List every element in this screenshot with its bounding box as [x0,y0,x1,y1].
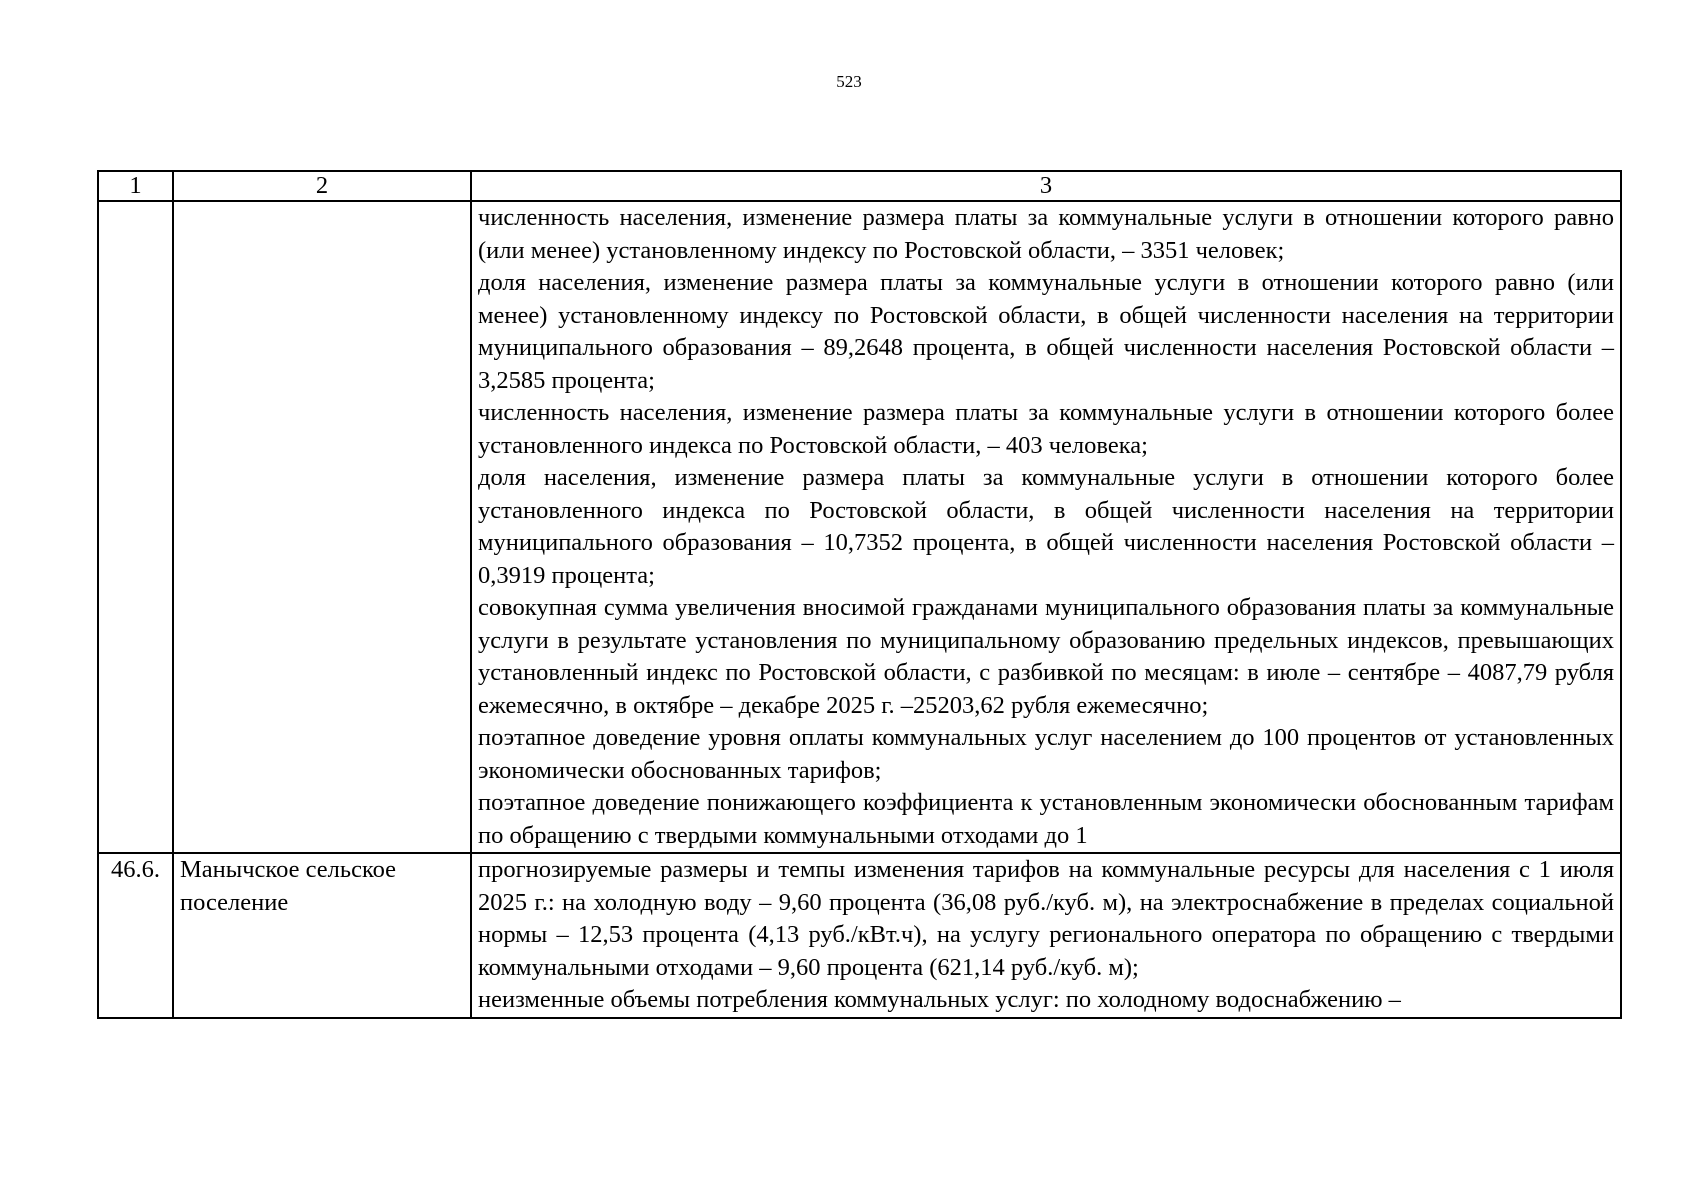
column-header-3: 3 [471,171,1621,201]
data-table [97,170,1622,1019]
municipality-name-cell: Манычское сельское поселение [173,853,471,1018]
indicator-paragraph: численность населения, изменение размера платы за коммунальные услуги в отношении которого равно (или менее) установленному индексу по Ростовской области, – 3351 человек; [478,204,1614,264]
row-number-cell: 46.6. [98,853,173,1018]
indicator-paragraph: доля населения, изменение размера платы за коммунальные услуги в отношении которого равно (или менее) установленному индексу по Ростовской области, в общей численности населения на территории муниципального образования – 89,2648 процента, в общей численности населения Ростовской области – 3,2585 процента; [478,269,1614,394]
row-number-cell [98,201,173,853]
table-row [98,201,1621,853]
municipality-name-cell [173,201,471,853]
indicator-paragraph: поэтапное доведение уровня оплаты коммунальных услуг населением до 100 процентов от установленных экономически обоснованных тарифов; [478,724,1614,784]
table-header-row [98,171,1621,201]
column-header-1: 1 [98,171,173,201]
indicator-paragraph: поэтапное доведение понижающего коэффициента к установленным экономически обоснованным тарифам по обращению с твердыми коммунальными отходами до 1 [478,789,1614,849]
table-row [98,853,1621,1018]
indicator-text-cell [471,201,1621,853]
indicator-paragraph: доля населения, изменение размера платы за коммунальные услуги в отношении которого более установленного индекса по Ростовской области, в общей численности населения на территории муниципального образования – 10,7352 процента, в общей численности населения Ростовской области – 0,3919 процента; [478,464,1614,589]
indicator-paragraph: неизменные объемы потребления коммунальных услуг: по холодному водоснабжению – [478,986,1401,1013]
indicator-paragraph: численность населения, изменение размера платы за коммунальные услуги в отношении которого более установленного индекса по Ростовской области, – 403 человека; [478,399,1614,459]
indicator-paragraph: прогнозируемые размеры и темпы изменения тарифов на коммунальные ресурсы для населения с 1 июля 2025 г.: на холодную воду – 9,60 процента (36,08 руб./куб. м), на электроснабжение в пределах социальной нормы – 12,53 процента (4,13 руб./кВт.ч), на услугу регионального оператора по обращению с твердыми коммунальными отходами – 9,60 процента (621,14 руб./куб. м); [478,856,1614,981]
page-number: 523 [836,72,862,91]
indicator-text-cell [471,853,1621,1018]
indicator-paragraph: совокупная сумма увеличения вносимой гражданами муниципального образования платы за коммунальные услуги в результате установления по муниципальному образованию предельных индексов, превышающих установленный индекс по Ростовской области, с разбивкой по месяцам: в июле – сентябре – 4087,79 рубля ежемесячно, в октябре – декабре 2025 г. –25203,62 рубля ежемесячно; [478,594,1614,719]
column-header-2: 2 [173,171,471,201]
